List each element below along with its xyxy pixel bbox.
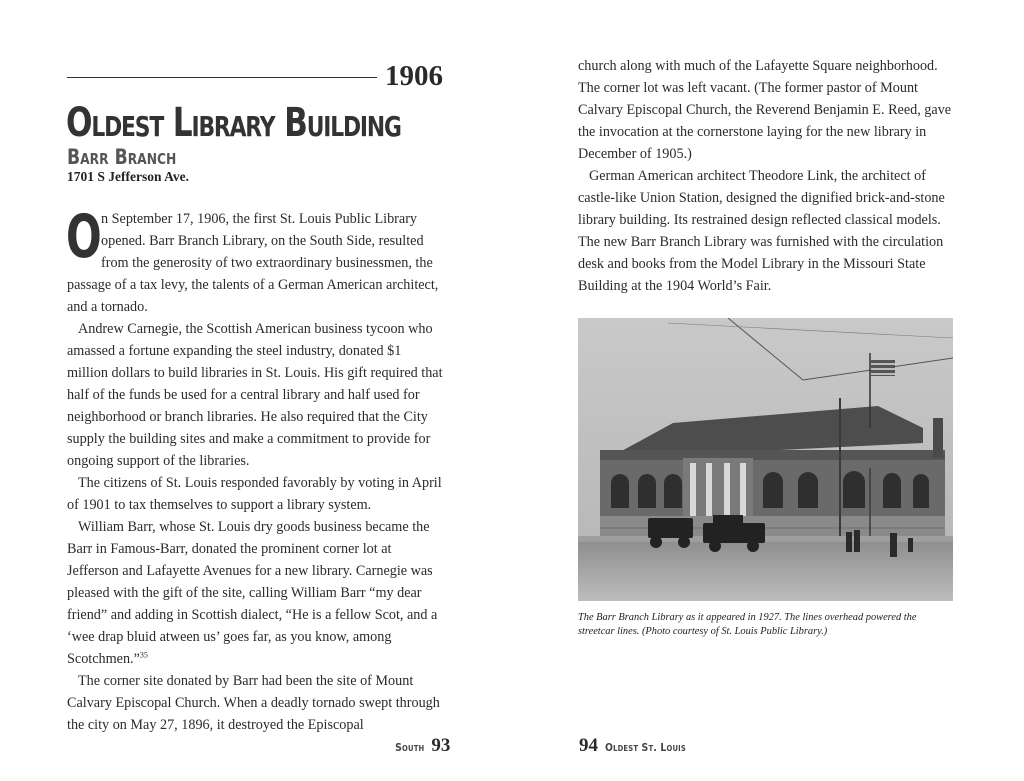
photo-caption: The Barr Branch Library as it appeared in 1927. The lines overhead powered the streetcar lines. (Photo courtesy of St. Louis Public Library.) bbox=[578, 612, 917, 637]
year-label: 1906 bbox=[385, 60, 443, 92]
right-folio bbox=[579, 735, 700, 757]
year-heading bbox=[67, 58, 443, 94]
left-folio bbox=[390, 735, 450, 757]
year-rule bbox=[67, 77, 377, 78]
left-folio-label: South bbox=[395, 741, 425, 754]
right-paragraph-2: German American architect Theodore Link, the architect of castle-like Union Station, designed the dignified brick-and-stone library building. Its restrained design reflected classical models. The new Barr Branch Library was furnished with the circulation desk and books from the Model Library in the Missouri State Building at the 1904 World’s Fair. bbox=[578, 168, 945, 294]
left-page-number: 93 bbox=[431, 735, 451, 756]
paragraph-2: Andrew Carnegie, the Scottish American business tycoon who amassed a fortune expanding the steel industry, donated $1 million dollars to build libraries in St. Louis. His gift required that half of the funds be used for a central library and half used for neighborhood or branch libraries. He also required that the City supply the building sites and make a commitment to provide for ongoing support of the libraries. bbox=[67, 321, 443, 469]
library-photo bbox=[578, 318, 953, 601]
right-body-text bbox=[578, 55, 954, 297]
drop-cap: O bbox=[66, 202, 102, 272]
address-line: 1701 S Jefferson Ave. bbox=[67, 169, 189, 184]
historic-library-photo-icon bbox=[578, 318, 953, 601]
paragraph-4-text: William Barr, whose St. Louis dry goods business became the Barr in Famous-Barr, donated the prominent corner lot at Jefferson and Lafayette Avenues for a new library. Carnegie was pleased with the gift of the site, calling William Barr “my dear friend” and adding in Scottish dialect, “He is a fellow Scot, and a ‘wee drap bluid atween us’ goes far, as you know, among Scotchmen.” bbox=[67, 519, 438, 667]
paragraph-1-text: n September 17, 1906, the first St. Louis Public Library opened. Barr Branch Library, on the South Side, resulted from the generosity of two extraordinary businessmen, the passage of a tax levy, the talents of a German American architect, and a tornado. bbox=[67, 211, 439, 315]
paragraph-3: The citizens of St. Louis responded favorably by voting in April of 1901 to tax themselves to support a library system. bbox=[67, 475, 442, 513]
left-body-text bbox=[66, 202, 445, 736]
right-page-number: 94 bbox=[579, 735, 598, 756]
paragraph-5: The corner site donated by Barr had been the site of Mount Calvary Episcopal Church. When a deadly tornado swept through the city on May 27, 1896, it destroyed the Episcopal bbox=[67, 673, 440, 733]
chapter-title: Oldest Library Building bbox=[66, 100, 401, 146]
right-paragraph-1: church along with much of the Lafayette Square neighborhood. The corner lot was left vacant. (The former pastor of Mount Calvary Episcopal Church, the Reverend Benjamin E. Reed, gave the invocation at the cornerstone laying for the new library in December of 1905.) bbox=[578, 58, 952, 162]
footnote-ref: 35 bbox=[139, 650, 148, 660]
right-folio-label: Oldest St. Louis bbox=[605, 741, 686, 754]
chapter-subtitle: Barr Branch bbox=[67, 145, 177, 169]
paragraph-1 bbox=[66, 202, 445, 318]
paragraph-4 bbox=[67, 516, 445, 670]
